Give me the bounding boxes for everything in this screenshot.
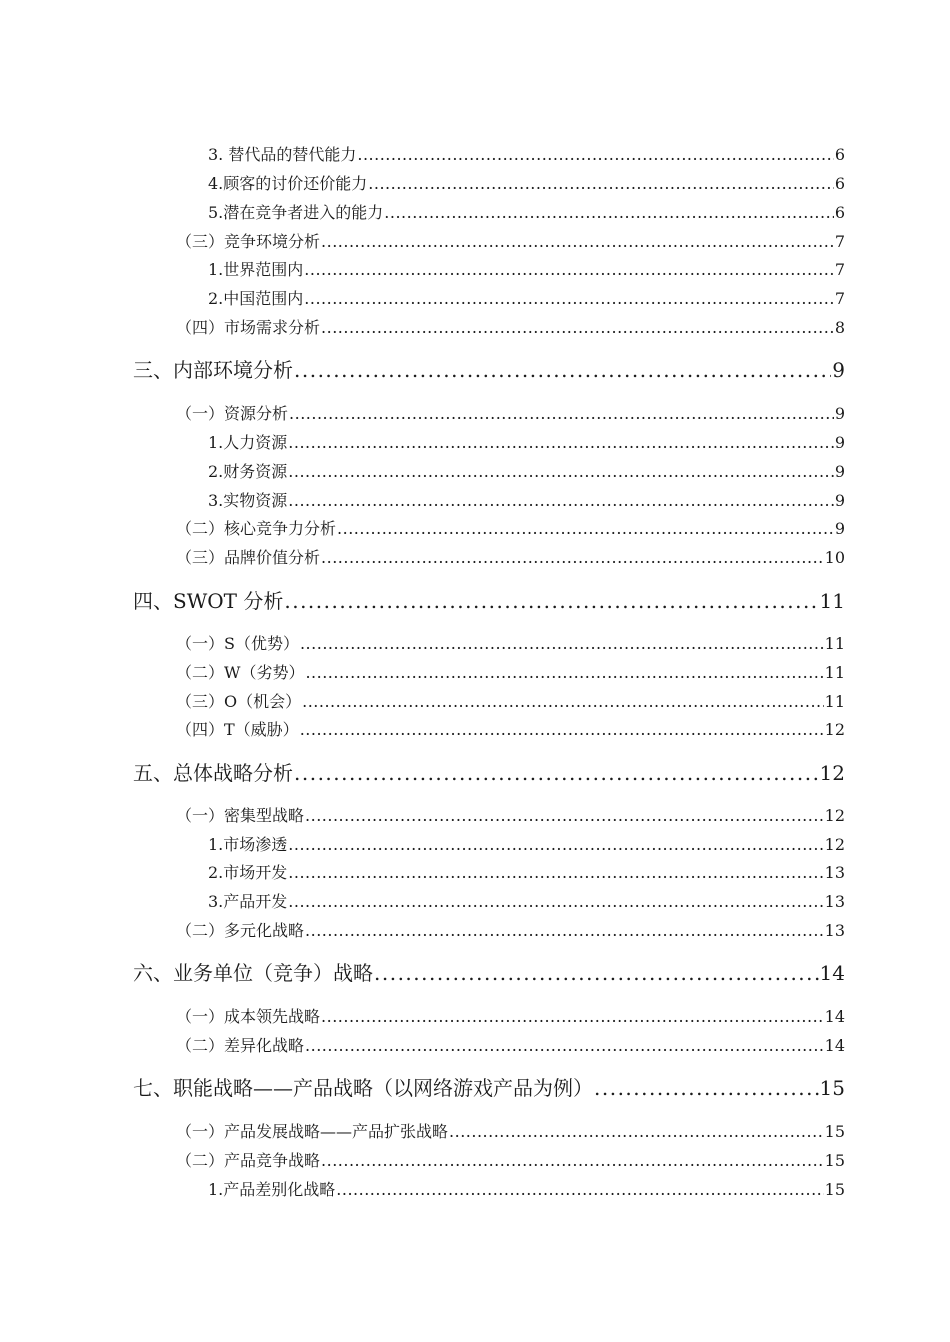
toc-entry-page: 9 xyxy=(834,462,845,481)
toc-entry-title: 3. 替代品的替代能力 xyxy=(208,145,357,164)
toc-entry-page: 11 xyxy=(819,589,845,613)
dot-leader xyxy=(288,490,834,512)
toc-entry-page: 13 xyxy=(824,892,845,911)
dot-leader xyxy=(300,633,824,655)
toc-entry-page: 15 xyxy=(824,1180,845,1199)
toc-entry[interactable] xyxy=(208,490,845,512)
dot-leader xyxy=(357,144,833,166)
toc-entry[interactable] xyxy=(176,691,845,713)
dot-leader xyxy=(284,587,818,615)
dot-leader xyxy=(294,356,831,384)
dot-leader xyxy=(288,834,823,856)
toc-entry-title: 五、总体战略分析 xyxy=(133,761,293,785)
toc-entry-page: 10 xyxy=(824,548,845,567)
dot-leader xyxy=(294,759,819,787)
toc-entry[interactable] xyxy=(176,920,845,942)
toc-entry-title: （一）成本领先战略 xyxy=(176,1007,321,1026)
dot-leader xyxy=(302,691,824,713)
toc-entry[interactable] xyxy=(176,403,845,425)
toc-entry[interactable] xyxy=(176,518,845,540)
dot-leader xyxy=(305,1035,824,1057)
toc-entry-title: 1.世界范围内 xyxy=(208,260,304,279)
dot-leader xyxy=(288,432,834,454)
dot-leader xyxy=(305,805,824,827)
toc-entry-title: 七、职能战略——产品战略（以网络游戏产品为例） xyxy=(133,1076,593,1100)
toc-entry-page: 7 xyxy=(834,289,845,308)
toc-entry-page: 12 xyxy=(824,806,845,825)
toc-entry-page: 9 xyxy=(834,491,845,510)
dot-leader xyxy=(321,317,834,339)
dot-leader xyxy=(321,1006,824,1028)
toc-chapter-entry[interactable] xyxy=(133,1074,845,1102)
toc-entry[interactable] xyxy=(208,862,845,884)
toc-entry-title: （二）W（劣势） xyxy=(176,663,305,682)
toc-entry-page: 6 xyxy=(834,203,845,222)
toc-entry-title: 六、业务单位（竞争）战略 xyxy=(133,961,373,985)
dot-leader xyxy=(321,1150,824,1172)
toc-entry-page: 11 xyxy=(824,692,845,711)
toc-entry[interactable] xyxy=(208,1179,845,1201)
toc-entry-title: （二）差异化战略 xyxy=(176,1036,305,1055)
dot-leader xyxy=(336,1179,823,1201)
toc-entry[interactable] xyxy=(176,231,845,253)
dot-leader xyxy=(288,461,834,483)
toc-entry-title: （一）产品发展战略——产品扩张战略 xyxy=(176,1122,449,1141)
toc-entry-title: （一）密集型战略 xyxy=(176,806,305,825)
toc-entry-title: 2.财务资源 xyxy=(208,462,288,481)
toc-entry-title: （三）O（机会） xyxy=(176,692,302,711)
toc-entry-page: 9 xyxy=(834,433,845,452)
toc-chapter-entry[interactable] xyxy=(133,587,845,615)
dot-leader xyxy=(305,662,823,684)
toc-entry[interactable] xyxy=(208,432,845,454)
toc-entry[interactable] xyxy=(208,144,845,166)
toc-chapter-entry[interactable] xyxy=(133,759,845,787)
toc-chapter-entry[interactable] xyxy=(133,356,845,384)
dot-leader xyxy=(304,288,834,310)
toc-entry-title: 4.顾客的讨价还价能力 xyxy=(208,174,368,193)
toc-entry[interactable] xyxy=(208,288,845,310)
toc-entry-title: （四）T（威胁） xyxy=(176,720,299,739)
dot-leader xyxy=(300,719,824,741)
toc-entry-title: （三）品牌价值分析 xyxy=(176,548,321,567)
toc-entry-title: 1.市场渗透 xyxy=(208,835,288,854)
dot-leader xyxy=(305,920,824,942)
toc-entry-title: 四、SWOT 分析 xyxy=(133,589,284,613)
toc-entry[interactable] xyxy=(176,662,845,684)
toc-entry-title: 1.产品差别化战略 xyxy=(208,1180,336,1199)
toc-entry-page: 14 xyxy=(819,961,845,985)
toc-entry-title: 三、内部环境分析 xyxy=(133,358,293,382)
toc-entry-page: 11 xyxy=(824,634,845,653)
dot-leader xyxy=(384,202,834,224)
toc-entry[interactable] xyxy=(176,1035,845,1057)
toc-entry[interactable] xyxy=(208,834,845,856)
toc-entry[interactable] xyxy=(176,547,845,569)
dot-leader xyxy=(368,173,834,195)
toc-entry[interactable] xyxy=(176,805,845,827)
toc-entry-page: 14 xyxy=(824,1007,845,1026)
toc-entry-title: （二）核心竞争力分析 xyxy=(176,519,337,538)
dot-leader xyxy=(288,862,823,884)
toc-entry[interactable] xyxy=(208,259,845,281)
toc-entry-title: （二）产品竞争战略 xyxy=(176,1151,321,1170)
toc-entry[interactable] xyxy=(208,891,845,913)
toc-entry-page: 8 xyxy=(834,318,845,337)
toc-entry-page: 7 xyxy=(834,232,845,251)
toc-entry-title: 1.人力资源 xyxy=(208,433,288,452)
toc-entry[interactable] xyxy=(176,719,845,741)
toc-entry-page: 6 xyxy=(834,145,845,164)
toc-entry-page: 9 xyxy=(832,358,845,382)
toc-entry-page: 13 xyxy=(824,921,845,940)
toc-entry-page: 13 xyxy=(824,863,845,882)
toc-entry-page: 12 xyxy=(824,835,845,854)
toc-entry-title: 5.潜在竞争者进入的能力 xyxy=(208,203,384,222)
toc-entry-title: 3.产品开发 xyxy=(208,892,288,911)
toc-entry-page: 15 xyxy=(824,1122,845,1141)
toc-entry-page: 15 xyxy=(824,1151,845,1170)
toc-entry[interactable] xyxy=(176,633,845,655)
toc-entry[interactable] xyxy=(176,1006,845,1028)
dot-leader xyxy=(337,518,834,540)
toc-entry-title: （一）S（优势） xyxy=(176,634,299,653)
toc-entry[interactable] xyxy=(208,202,845,224)
toc-entry-title: （一）资源分析 xyxy=(176,404,289,423)
toc-entry-page: 12 xyxy=(824,720,845,739)
toc-entry-page: 9 xyxy=(834,519,845,538)
dot-leader xyxy=(321,231,834,253)
dot-leader xyxy=(304,259,834,281)
toc-entry-page: 9 xyxy=(834,404,845,423)
toc-entry-title: （四）市场需求分析 xyxy=(176,318,321,337)
toc-entry-page: 14 xyxy=(824,1036,845,1055)
toc-chapter-entry[interactable] xyxy=(133,959,845,987)
dot-leader xyxy=(289,403,834,425)
toc-entry-title: 2.中国范围内 xyxy=(208,289,304,308)
toc-entry[interactable] xyxy=(176,1121,845,1143)
toc-entry-title: 3.实物资源 xyxy=(208,491,288,510)
dot-leader xyxy=(288,891,823,913)
toc-entry-title: 2.市场开发 xyxy=(208,863,288,882)
toc-entry-page: 6 xyxy=(834,174,845,193)
dot-leader xyxy=(374,959,819,987)
toc-entry[interactable] xyxy=(208,461,845,483)
toc-entry-page: 11 xyxy=(824,663,845,682)
toc-entry[interactable] xyxy=(176,1150,845,1172)
toc-entry-page: 15 xyxy=(819,1076,845,1100)
toc-entry-page: 12 xyxy=(819,761,845,785)
toc-entry-title: （二）多元化战略 xyxy=(176,921,305,940)
toc-entry[interactable] xyxy=(176,317,845,339)
dot-leader xyxy=(449,1121,824,1143)
dot-leader xyxy=(321,547,824,569)
toc-entry[interactable] xyxy=(208,173,845,195)
toc-entry-title: （三）竞争环境分析 xyxy=(176,232,321,251)
toc-entry-page: 7 xyxy=(834,260,845,279)
dot-leader xyxy=(594,1074,819,1102)
